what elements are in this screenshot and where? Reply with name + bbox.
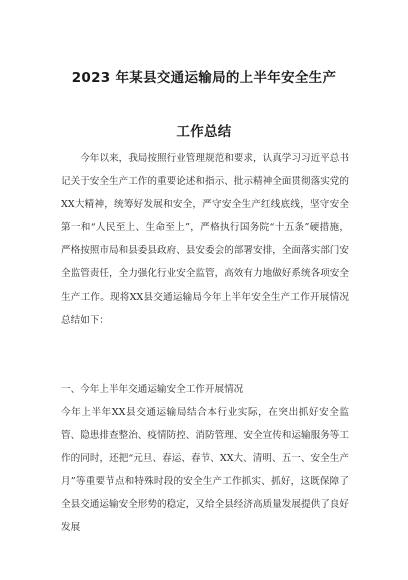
page-bottom-fade bbox=[0, 540, 408, 580]
section-paragraph: 今年上半年XX县交通运输局结合本行业实际，在突出抓好安全监管、隐患排查整治、疫情防控、消防管理、安全宣传和运输服务等工作的同时，还把“元旦、春运、春节、XX大、清明、五一、安全生产月”等重要节点和特殊时段的安全生产工作抓实、抓好，这既保障了全县交通运输安全形势的稳定，又给全县经济高质量发展提供了良好发展 bbox=[61, 407, 349, 534]
document-title-line-1: 2023 年某县交通运输局的上半年安全生产 bbox=[71, 70, 337, 86]
intro-paragraph: 今年以来，我局按照行业管理规范和要求，认真学习习近平总书记关于安全生产工作的重要论述和指示、批示精神全面贯彻落实党的XX大精神，统筹好发展和安全，严守安全生产红线底线，坚守安全第一和“人民至上、生命至上”，严格执行国务院“十五条”硬措施，严格按照市局和县委县政府、县安委会的部署安排，全面落实部门安全监管责任，全力强化行业安全监管，高效有力地做好系统各项安全生产工作。现将XX县交通运输局今年上半年安全生产工作开展情况总结如下： bbox=[61, 153, 349, 326]
document-title-line-2: 工作总结 bbox=[176, 124, 232, 140]
section-heading: 一、今年上半年交通运输安全工作开展情况 bbox=[61, 384, 244, 395]
